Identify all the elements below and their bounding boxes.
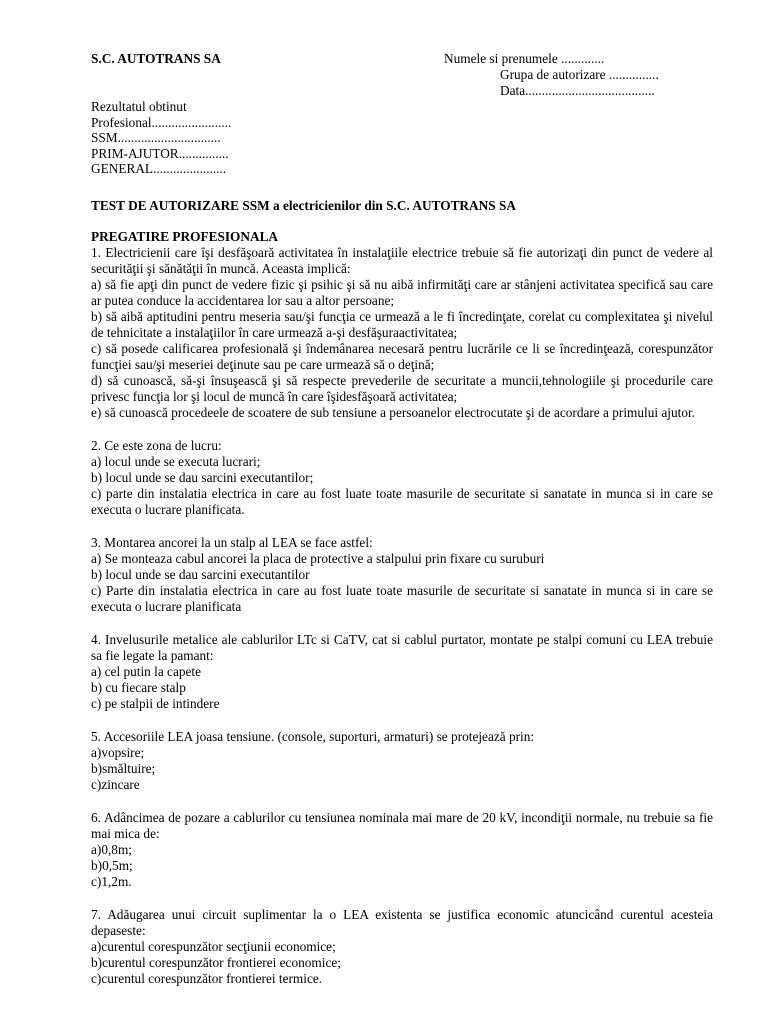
candidate-fields: [444, 51, 714, 99]
option-a: a)curentul corespunzător secţiunii economice;: [91, 938, 336, 954]
option-e: e) să cunoască procedeele de scoatere de sub tensiune a persoanelor electrocutate şi de acordare a primului ajutor.: [91, 404, 695, 420]
option-b: b)smăltuire;: [91, 760, 156, 776]
result-professional: Profesional........................: [91, 114, 232, 130]
question-text: 6. Adâncimea de pozare a cablurilor cu tensiunea nominala mai mare de 20 kV, incondiţii normale, nu trebuie sa fie mai mica de:: [91, 809, 713, 841]
option-c: c) Parte din instalatia electrica in care au fost luate toate masurile de securitate si sanatate in munca si in care se executa o lucrare planificata: [91, 582, 713, 614]
date-field: Data.......................................: [500, 83, 655, 98]
question-text: 2. Ce este zona de lucru:: [91, 437, 222, 453]
question-2: [91, 438, 713, 518]
group-field: Grupa de autorizare ...............: [500, 67, 659, 82]
option-a: a)vopsire;: [91, 744, 145, 760]
option-c: c)1,2m.: [91, 873, 132, 889]
option-a: a) locul unde se executa lucrari;: [91, 453, 261, 469]
option-b: b) locul unde se dau sarcini executantilor;: [91, 469, 314, 485]
question-text: 1. Electricienii care îşi desfăşoară activitatea în instalaţiile electrice trebuie să fie autorizaţi din punct de vedere al securităţii şi sănătăţii în muncă. Aceasta implică:: [91, 244, 713, 276]
question-text: 4. Invelusurile metalice ale cablurilor LTc si CaTV, cat si cablul purtator, montate pe stalpi comuni cu LEA trebuie sa fie legate la pamant:: [91, 631, 713, 663]
option-b: b) să aibă aptitudini pentru meseria sau/şi funcţia ce urmează a le fi încredinţate, corelat cu complexitatea şi nivelul de tehnicitate a instalaţiilor în care urmează a-şi desfăşuraactivitatea;: [91, 308, 713, 340]
option-a: a) cel putin la capete: [91, 663, 202, 679]
option-a: a) să fie apţi din punct de vedere fizic şi psihic şi să nu aibă infirmităţi care ar stânjeni activitatea specifică sau care ar putea conduce la accidentarea lor sau a altor persoane;: [91, 276, 713, 308]
question-5: [91, 729, 713, 793]
results-block: [91, 99, 713, 177]
option-b: b)0,5m;: [91, 857, 133, 873]
question-text: 5. Accesoriile LEA joasa tensiune. (console, suporturi, armaturi) se protejează prin:: [91, 728, 535, 744]
question-6: [91, 810, 713, 890]
results-heading: Rezultatul obtinut: [91, 99, 187, 114]
question-4: [91, 632, 713, 712]
option-a: a)0,8m;: [91, 841, 132, 857]
option-c: c)zincare: [91, 776, 140, 792]
result-ssm: SSM...............................: [91, 130, 221, 145]
option-c: c)curentul corespunzător frontierei termice.: [91, 970, 323, 986]
option-a: a) Se monteaza cabul ancorei la placa de protective a stalpului prin fixare cu suruburi: [91, 550, 545, 566]
name-field: Numele si prenumele .............: [444, 51, 605, 66]
question-3: [91, 535, 713, 615]
question-7: [91, 907, 713, 987]
test-title: TEST DE AUTORIZARE SSM a electricienilor din S.C. AUTOTRANS SA: [91, 197, 516, 213]
result-general: GENERAL......................: [91, 161, 227, 176]
question-1: [91, 245, 713, 421]
option-b: b) locul unde se dau sarcini executantilor: [91, 566, 310, 582]
option-c: c) parte din instalatia electrica in care au fost luate toate masurile de securitate si sanatate in munca si in care se executa o lucrare planificata.: [91, 485, 713, 517]
option-b: b)curentul corespunzător frontierei economice;: [91, 954, 341, 970]
question-text: 7. Adăugarea unui circuit suplimentar la o LEA existenta se justifica economic atuncicând curentul acesteia depaseste:: [91, 906, 713, 938]
document-page: [91, 50, 713, 987]
company-name: S.C. AUTOTRANS SA: [91, 51, 221, 66]
header-row: [91, 50, 713, 98]
option-d: d) să cunoască, să-şi însuşească şi să respecte prevederile de securitate a muncii,tehnologiile şi procedurile care privesc funcţia lor şi locul de muncă în care îşidesfăşoară activitatea;: [91, 372, 713, 404]
question-text: 3. Montarea ancorei la un stalp al LEA se face astfel:: [91, 534, 373, 550]
section-heading: PREGATIRE PROFESIONALA: [91, 228, 279, 244]
option-b: b) cu fiecare stalp: [91, 679, 186, 695]
option-c: c) pe stalpii de intindere: [91, 695, 220, 711]
result-first-aid: PRIM-AJUTOR...............: [91, 145, 229, 161]
option-c: c) să posede calificarea profesională şi îndemânarea necesară pentru lucrările ce li se încredinţează, corespunzător funcţiei sau/şi meseriei deţinute sau pe care urmează să o deţină;: [91, 340, 713, 372]
